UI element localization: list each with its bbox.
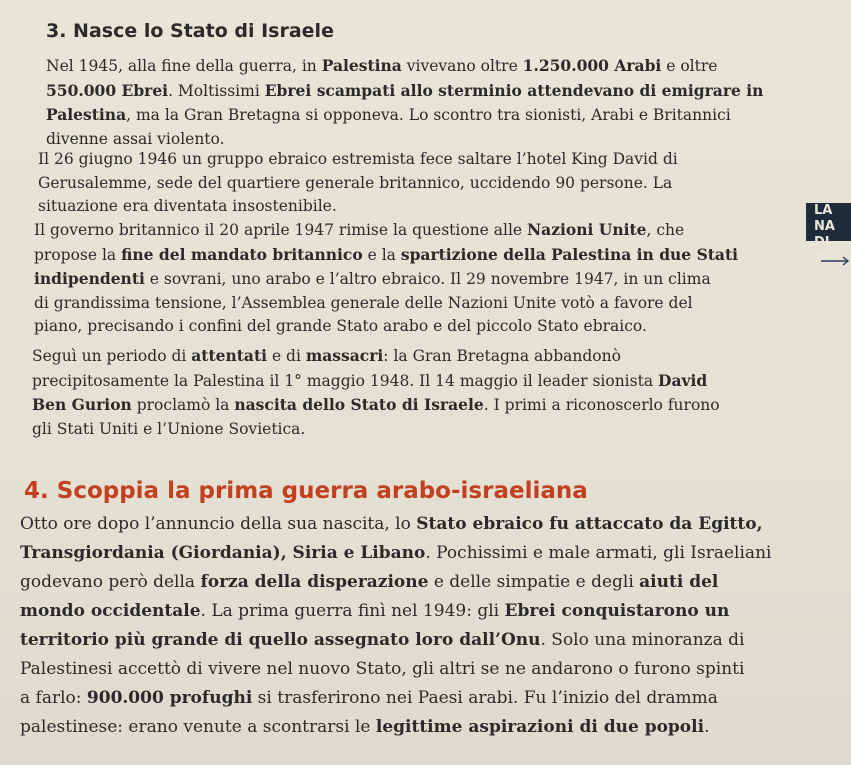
bold-text: massacri xyxy=(305,346,384,365)
text: a farlo: xyxy=(20,688,87,708)
text: e delle simpatie e degli xyxy=(428,572,640,592)
text-line: piano, precisando i confini del grande Stato arabo e del piccolo Stato ebraico. xyxy=(34,317,647,335)
bold-text: Ebrei conquistarono un xyxy=(504,601,730,621)
bold-text: indipendenti xyxy=(34,269,145,288)
text: si trasferirono nei Paesi arabi. Fu l’inizio del dramma xyxy=(252,688,718,708)
bold-text: Nazioni Unite xyxy=(527,220,647,239)
text: vivevano oltre xyxy=(401,57,523,75)
text: proclamò la xyxy=(131,396,235,414)
text: . I primi a riconoscerlo furono xyxy=(483,396,720,414)
text: . xyxy=(704,717,710,737)
bold-text: 550.000 Ebrei xyxy=(46,80,169,100)
bold-text: territorio più grande di quello assegnato loro dall’Onu xyxy=(20,630,541,650)
text-line: Gerusalemme, sede del quartiere generale britannico, uccidendo 90 persone. La xyxy=(38,173,673,192)
text-line: situazione era diventata insostenibile. xyxy=(38,197,337,215)
text-line: di grandissima tensione, l’Assemblea generale delle Nazioni Unite votò a favore del xyxy=(34,293,693,312)
text: palestinese: erano venute a scontrarsi le xyxy=(20,717,376,737)
bold-text: Ben Gurion xyxy=(32,395,132,414)
text: e la xyxy=(362,245,401,264)
bold-text: Palestina xyxy=(321,56,402,75)
text-line: Palestinesi accettò di vivere nel nuovo Stato, gli altri se ne andarono o furono spinti xyxy=(20,659,745,679)
sidebar-box xyxy=(806,203,851,266)
text: . Pochissimi e male armati, gli Israeliani xyxy=(425,543,772,563)
text: propose la xyxy=(34,245,122,264)
sidebar-box-line-2: DI ISR xyxy=(814,235,839,266)
bold-text: Ebrei scampati allo sterminio attendevano di emigrare in xyxy=(264,80,764,100)
bold-text: fine del mandato britannico xyxy=(121,244,363,264)
bold-text: nascita dello Stato di Israele xyxy=(234,395,484,414)
text: , che xyxy=(646,221,685,239)
text: e di xyxy=(267,347,306,365)
bold-text: Stato ebraico fu attaccato da Egitto, xyxy=(416,514,763,534)
text: e oltre xyxy=(661,57,718,75)
text: Il governo britannico il 20 aprile 1947 rimise la questione alle xyxy=(34,221,528,239)
text: Seguì un periodo di xyxy=(32,347,192,365)
bold-text: David xyxy=(658,370,708,390)
bold-text: mondo occidentale xyxy=(20,601,201,621)
arrow-right-icon xyxy=(820,255,851,267)
bold-text: legittime aspirazioni di due popoli xyxy=(375,717,705,737)
text: , ma la Gran Bretagna si opponeva. Lo scontro tra sionisti, Arabi e Britannici xyxy=(126,106,731,124)
bold-text: Palestina xyxy=(46,105,127,124)
text: . Solo una minoranza di xyxy=(540,630,745,650)
sidebar-box-line-1: LA NA xyxy=(814,203,835,234)
section-3-paragraph-1 xyxy=(46,54,776,151)
text: precipitosamente la Palestina il 1° maggio 1948. Il 14 maggio il leader sionista xyxy=(32,371,658,390)
text-line: divenne assai violento. xyxy=(46,129,225,148)
bold-text: forza della disperazione xyxy=(200,572,429,592)
text: e sovrani, uno arabo e l’altro ebraico. Il 29 novembre 1947, in un clima xyxy=(144,270,711,288)
text-line: gli Stati Uniti e l’Unione Sovietica. xyxy=(32,419,306,438)
text: godevano però della xyxy=(20,572,201,592)
bold-text: attentati xyxy=(191,346,268,365)
text: Otto ore dopo l’annuncio della sua nascita, lo xyxy=(20,514,417,534)
bold-text: Transgiordania (Giordania), Siria e Libano xyxy=(20,543,426,563)
bold-text: aiuti del xyxy=(639,572,719,592)
section-3-paragraph-3 xyxy=(34,218,774,339)
bold-text: 1.250.000 Arabi xyxy=(522,56,662,75)
section-3-paragraph-4 xyxy=(32,344,772,441)
section-3-heading: 3. Nasce lo Stato di Israele xyxy=(46,20,334,42)
text: : la Gran Bretagna abbandonò xyxy=(383,347,621,365)
bold-text: 900.000 profughi xyxy=(86,688,253,708)
text: . La prima guerra finì nel 1949: gli xyxy=(200,601,505,621)
section-3-paragraph-2 xyxy=(38,148,768,219)
text-line: Il 26 giugno 1946 un gruppo ebraico estremista fece saltare l’hotel King David di xyxy=(38,150,678,168)
section-4-heading: 4. Scoppia la prima guerra arabo-israeliana xyxy=(24,478,588,504)
text: . Moltissimi xyxy=(168,81,265,100)
section-4-paragraph xyxy=(20,510,780,742)
text: Nel 1945, alla fine della guerra, in xyxy=(46,57,322,75)
bold-text: spartizione della Palestina in due Stati xyxy=(400,244,739,264)
